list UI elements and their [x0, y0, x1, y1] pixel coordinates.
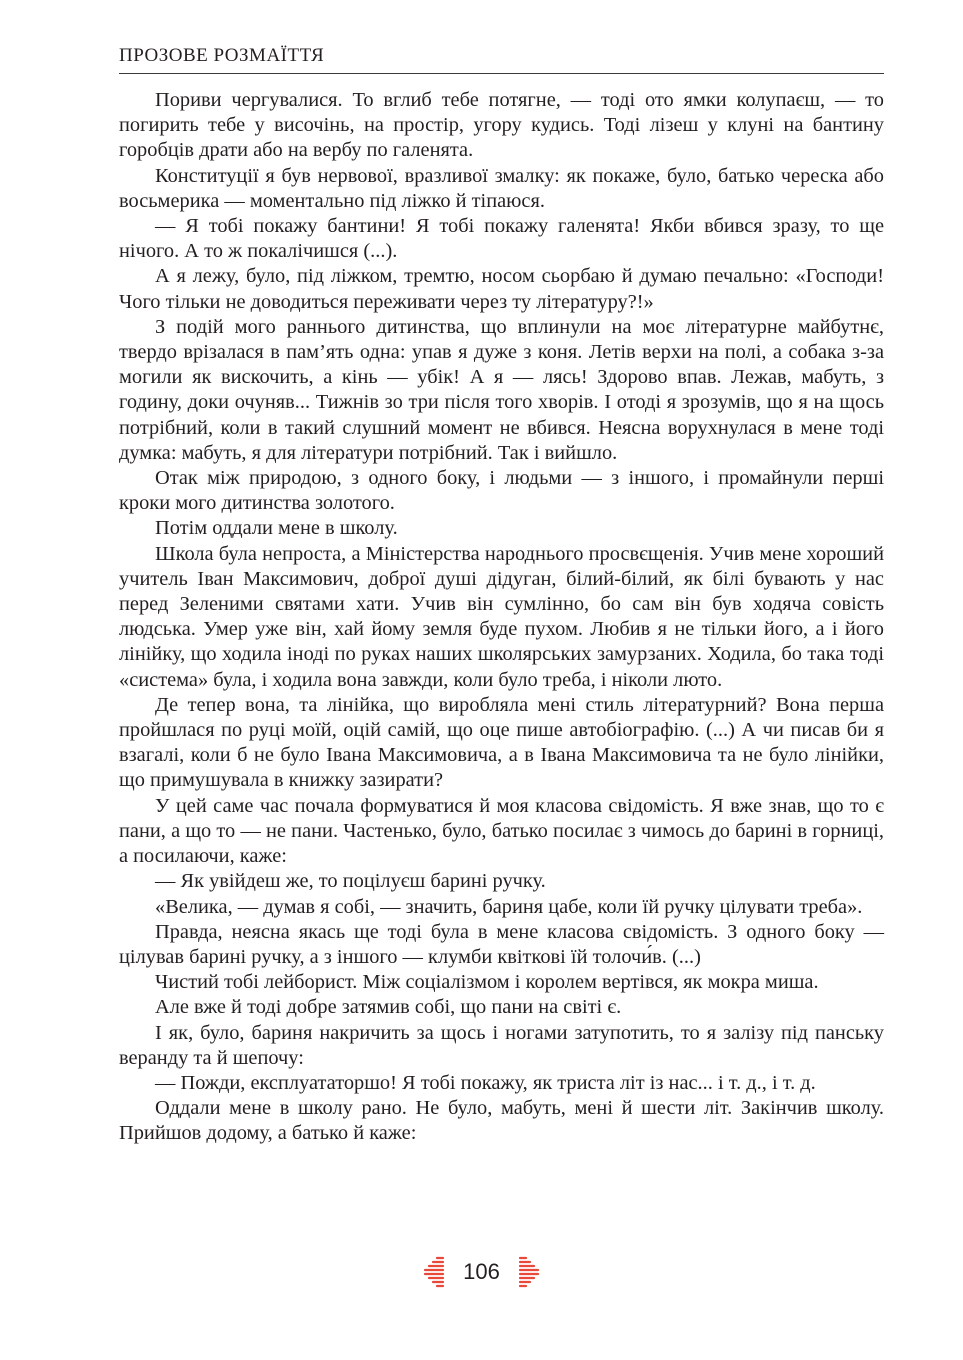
paragraph: — Пожди, експлуататоршо! Я тобі покажу, як триста літ із нас... і т. д., і т. д. [155, 1071, 816, 1094]
paragraph: Але вже й тоді добре затямив собі, що пани на світі є. [155, 996, 622, 1019]
paragraph: — Як увійдеш же, то поцілуєш барині ручку. [155, 870, 546, 893]
running-header [119, 45, 884, 74]
page-number: 106 [463, 1259, 500, 1284]
paragraph: З подій мого раннього дитинства, що вплинули на моє літературне майбутнє, твердо врізалася в пам’ять одна: упав я дуже з коня. Летів верхи на полі, а собака з-за могили як вискочить, а кінь — убік! А я — лясь! Здорово впав. Лежав, мабуть, з годину, доки очуняв... Тижнів зо три після того хворів. І отоді я зрозумів, що я на щось потрібний, коли в такий слушний момент не вбився. Неясна ворухнулася в мене тоді думка: мабуть, я для літератури потрібний. Так і вийшло. [119, 315, 884, 464]
paragraph: Де тепер вона, та лінійка, що виробляла мені стиль літературний? Вона перша пройшлася по руці моїй, оцій самій, що оце пише автобіографію. (...) А чи писав би я взагалі, коли б не було Івана Максимовича, а в Івана Максимовича та не було лінійки, що примушувала в книжку зазирати? [119, 693, 884, 792]
paragraph: Конституції я був нервової, вразливої змалку: як покаже, було, батько череска або восьмерика — моментально під ліжко й тіпаюся. [119, 164, 884, 212]
paragraph: Оддали мене в школу рано. Не було, мабуть, мені й шести літ. Закінчив школу. Прийшов додому, а батько й каже: [119, 1097, 884, 1145]
paragraph: І як, було, бариня накричить за щось і ногами затупотить, то я залізу під панську веранду та й шепочу: [119, 1021, 884, 1069]
right-ornament-icon [518, 1255, 540, 1289]
paragraph: А я лежу, було, під ліжком, тремтю, носом сьорбаю й думаю печально: «Господи! Чого тільки не доводиться переживати через ту літературу?!» [119, 265, 884, 313]
section-title: ПРОЗОВЕ РОЗМАЇТТЯ [119, 45, 325, 66]
paragraph: Отак між природою, з одного боку, і людьми — з іншого, і промайнули перші кроки мого дитинства золотого. [119, 467, 884, 515]
body-text [119, 88, 884, 1147]
paragraph: Школа була непроста, а Міністерства народнього просвєщенія. Учив мене хороший учитель Іван Максимович, доброї душі дідуган, білий-білий, як білі бувають у нас перед Зеленими святами хати. Учив він сумлінно, бо сам він був ходяча совість людська. Умер уже він, хай йому земля буде пухом. Любив я не тільки його, а і його лінійку, що ходила іноді по руках наших школярських замурзаних. Ходила, бо така тоді «система» була, і ходила вона завжди, коли було треба, і ніколи люто. [119, 542, 884, 691]
paragraph: Пориви чергувалися. То вглиб тебе потягне, — тоді ото ямки колупаєш, — то погирить тебе у височінь, на простір, угору кудись. Тоді лізеш у клуні на бантину горобців драти або на вербу по галенята. [119, 89, 884, 162]
paragraph: Правда, неясна якась ще тоді була в мене класова свідомість. З одного боку — цілував барині ручку, а з іншого — клумби квіткові їй толочи́в. (...) [119, 920, 884, 968]
paragraph: Чистий тобі лейборист. Між соціалізмом і королем вертівся, як мокра миша. [155, 971, 819, 994]
paragraph: Потім оддали мене в школу. [155, 517, 398, 540]
page-footer [0, 1254, 963, 1290]
left-ornament-icon [423, 1255, 445, 1289]
paragraph: — Я тобі покажу бантини! Я тобі покажу галенята! Якби вбився зразу, то ще нічого. А то ж покалічишся (...). [119, 215, 884, 263]
paragraph: «Велика, — думав я собі, — значить, бариня цабе, коли їй ручку цілувати треба». [155, 895, 863, 918]
paragraph: У цей саме час почала формуватися й моя класова свідомість. Я вже знав, що то є пани, а що то — не пани. Частенько, було, батько посилає з чимось до барині в горниці, а посилаючи, каже: [119, 794, 884, 868]
